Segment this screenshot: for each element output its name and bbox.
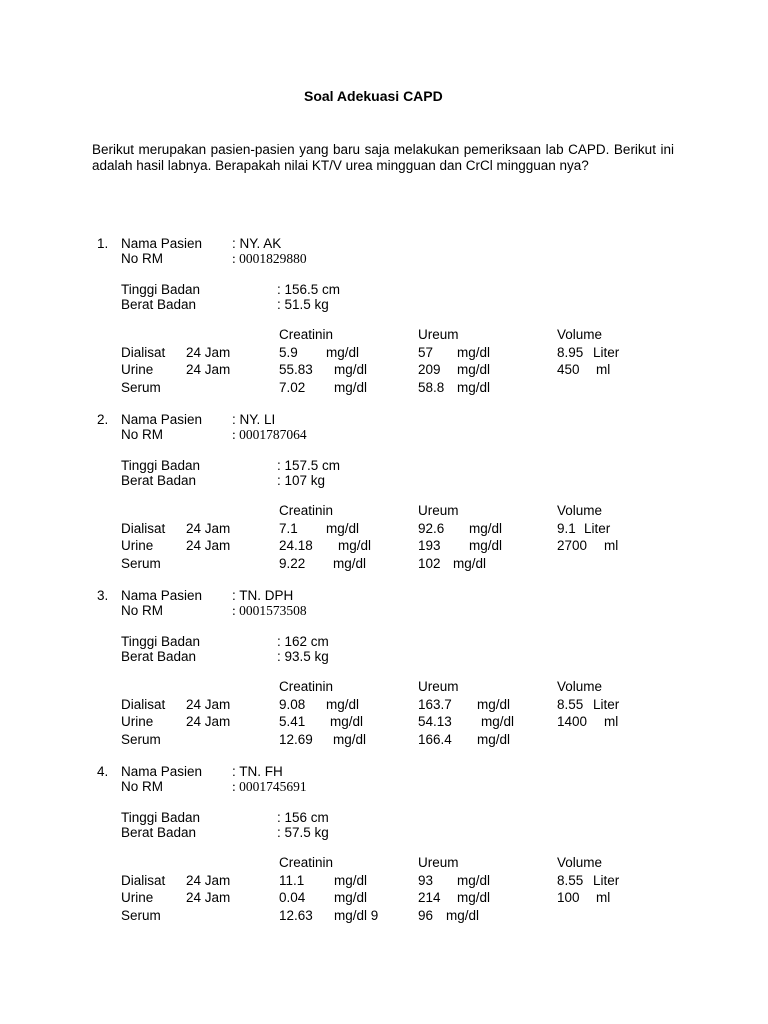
- dialisat-volume: 9.1: [557, 521, 576, 536]
- header-ureum: Ureum: [418, 327, 459, 342]
- urine-volume: 1400: [557, 714, 588, 729]
- row-duration: 24 Jam: [186, 890, 231, 905]
- row-duration: 24 Jam: [186, 521, 231, 536]
- serum-ureum: 102: [418, 556, 441, 571]
- unit-mgdl: mg/dl: [481, 714, 515, 729]
- header-ureum: Ureum: [418, 679, 459, 694]
- unit-mgdl: mg/dl: [477, 697, 511, 712]
- urine-ureum: 193: [418, 538, 441, 553]
- header-volume: Volume: [557, 855, 603, 870]
- header-creatinin: Creatinin: [279, 503, 334, 518]
- header-creatinin: Creatinin: [279, 855, 334, 870]
- patient-number: 3.: [97, 588, 109, 603]
- unit-mgdl: mg/dl: [326, 521, 360, 536]
- label-nama-pasien: Nama Pasien: [121, 236, 203, 251]
- dialisat-ureum: 93: [418, 873, 434, 888]
- row-duration: 24 Jam: [186, 345, 231, 360]
- dialisat-volume-unit: Liter: [593, 697, 620, 712]
- row-label-serum: Serum: [121, 380, 161, 395]
- unit-mgdl: mg/dl: [334, 890, 368, 905]
- patient-weight: : 51.5 kg: [277, 297, 329, 312]
- label-tinggi-badan: Tinggi Badan: [121, 282, 201, 297]
- label-berat-badan: Berat Badan: [121, 649, 197, 664]
- urine-volume: 2700: [557, 538, 588, 553]
- row-label-serum: Serum: [121, 908, 161, 923]
- label-berat-badan: Berat Badan: [121, 297, 197, 312]
- row-label-urine: Urine: [121, 538, 154, 553]
- dialisat-volume: 8.95: [557, 345, 584, 360]
- row-duration: 24 Jam: [186, 362, 231, 377]
- label-no-rm: No RM: [121, 603, 164, 618]
- patient-weight: : 93.5 kg: [277, 649, 329, 664]
- urine-volume-unit: ml: [604, 714, 619, 729]
- row-label-urine: Urine: [121, 714, 154, 729]
- dialisat-creatinin: 9.08: [279, 697, 306, 712]
- label-nama-pasien: Nama Pasien: [121, 412, 203, 427]
- patient-name: : TN. DPH: [232, 588, 294, 603]
- serum-creatinin: 12.63: [279, 908, 313, 923]
- label-tinggi-badan: Tinggi Badan: [121, 458, 201, 473]
- dialisat-creatinin: 11.1: [279, 873, 305, 888]
- document-title: Soal Adekuasi CAPD: [304, 88, 443, 104]
- header-ureum: Ureum: [418, 503, 459, 518]
- unit-mgdl: mg/dl: [326, 697, 360, 712]
- unit-mgdl: mg/dl: [338, 538, 372, 553]
- serum-creatinin-unit: mg/dl: [333, 556, 367, 571]
- header-ureum: Ureum: [418, 855, 459, 870]
- unit-mgdl: mg/dl: [469, 538, 503, 553]
- patient-rm: : 0001829880: [232, 251, 307, 266]
- urine-creatinin: 5.41: [279, 714, 306, 729]
- patient-rm: : 0001787064: [232, 427, 307, 442]
- urine-volume-unit: ml: [604, 538, 619, 553]
- serum-creatinin-unit: mg/dl 9: [334, 908, 379, 923]
- unit-mgdl: mg/dl: [330, 714, 364, 729]
- urine-creatinin: 55.83: [279, 362, 313, 377]
- dialisat-volume-unit: Liter: [593, 873, 620, 888]
- label-berat-badan: Berat Badan: [121, 825, 197, 840]
- dialisat-volume: 8.55: [557, 873, 584, 888]
- row-duration: 24 Jam: [186, 873, 231, 888]
- patient-height: : 156 cm: [277, 810, 329, 825]
- row-duration: 24 Jam: [186, 714, 231, 729]
- urine-creatinin: 0.04: [279, 890, 306, 905]
- row-duration: 24 Jam: [186, 697, 231, 712]
- serum-creatinin-unit: mg/dl: [333, 732, 367, 747]
- serum-ureum: 58.8: [418, 380, 445, 395]
- row-label-dialisat: Dialisat: [121, 873, 166, 888]
- dialisat-ureum: 163.7: [418, 697, 452, 712]
- dialisat-volume: 8.55: [557, 697, 584, 712]
- dialisat-creatinin: 7.1: [279, 521, 298, 536]
- unit-mgdl: mg/dl: [477, 732, 511, 747]
- unit-mgdl: mg/dl: [326, 345, 360, 360]
- row-label-urine: Urine: [121, 890, 154, 905]
- patient-rm: : 0001745691: [232, 779, 307, 794]
- dialisat-ureum: 92.6: [418, 521, 445, 536]
- row-label-serum: Serum: [121, 732, 161, 747]
- header-creatinin: Creatinin: [279, 679, 334, 694]
- dialisat-volume-unit: Liter: [593, 345, 620, 360]
- intro-paragraph: Berikut merupakan pasien-pasien yang baru saja melakukan pemeriksaan lab CAPD. Berikut ini adalah hasil labnya. Berapakah nilai KT/V urea mingguan dan CrCl mingguan nya?: [92, 142, 674, 173]
- urine-ureum: 214: [418, 890, 441, 905]
- patient-rm: : 0001573508: [232, 603, 307, 618]
- header-volume: Volume: [557, 503, 603, 518]
- label-no-rm: No RM: [121, 779, 164, 794]
- patient-weight: : 107 kg: [277, 473, 326, 488]
- label-no-rm: No RM: [121, 251, 164, 266]
- unit-mgdl: mg/dl: [334, 873, 368, 888]
- serum-creatinin: 7.02: [279, 380, 306, 395]
- unit-mgdl: mg/dl: [469, 521, 503, 536]
- row-label-dialisat: Dialisat: [121, 521, 166, 536]
- unit-mgdl: mg/dl: [446, 908, 480, 923]
- patient-height: : 157.5 cm: [277, 458, 341, 473]
- serum-creatinin: 12.69: [279, 732, 313, 747]
- unit-mgdl: mg/dl: [457, 380, 491, 395]
- serum-ureum: 96: [418, 908, 434, 923]
- patient-name: : NY. LI: [232, 412, 276, 427]
- patient-name: : TN. FH: [232, 764, 283, 779]
- urine-volume-unit: ml: [596, 890, 611, 905]
- serum-creatinin: 9.22: [279, 556, 306, 571]
- row-label-serum: Serum: [121, 556, 161, 571]
- header-volume: Volume: [557, 679, 603, 694]
- label-berat-badan: Berat Badan: [121, 473, 197, 488]
- label-tinggi-badan: Tinggi Badan: [121, 810, 201, 825]
- dialisat-volume-unit: Liter: [584, 521, 611, 536]
- row-label-dialisat: Dialisat: [121, 345, 166, 360]
- urine-ureum: 209: [418, 362, 441, 377]
- unit-mgdl: mg/dl: [334, 362, 368, 377]
- label-nama-pasien: Nama Pasien: [121, 588, 203, 603]
- unit-mgdl: mg/dl: [457, 890, 491, 905]
- serum-ureum: 166.4: [418, 732, 452, 747]
- dialisat-ureum: 57: [418, 345, 434, 360]
- unit-mgdl: mg/dl: [457, 362, 491, 377]
- patient-height: : 162 cm: [277, 634, 329, 649]
- urine-volume: 100: [557, 890, 580, 905]
- row-duration: 24 Jam: [186, 538, 231, 553]
- label-nama-pasien: Nama Pasien: [121, 764, 203, 779]
- label-no-rm: No RM: [121, 427, 164, 442]
- patient-name: : NY. AK: [232, 236, 282, 251]
- patient-number: 2.: [97, 412, 109, 427]
- urine-volume: 450: [557, 362, 580, 377]
- serum-creatinin-unit: mg/dl: [334, 380, 368, 395]
- urine-volume-unit: ml: [596, 362, 611, 377]
- urine-creatinin: 24.18: [279, 538, 313, 553]
- row-label-urine: Urine: [121, 362, 154, 377]
- row-label-dialisat: Dialisat: [121, 697, 166, 712]
- unit-mgdl: mg/dl: [457, 345, 491, 360]
- header-volume: Volume: [557, 327, 603, 342]
- unit-mgdl: mg/dl: [453, 556, 487, 571]
- urine-ureum: 54.13: [418, 714, 452, 729]
- unit-mgdl: mg/dl: [457, 873, 491, 888]
- header-creatinin: Creatinin: [279, 327, 334, 342]
- patient-height: : 156.5 cm: [277, 282, 341, 297]
- label-tinggi-badan: Tinggi Badan: [121, 634, 201, 649]
- patient-weight: : 57.5 kg: [277, 825, 329, 840]
- patient-number: 4.: [97, 764, 109, 779]
- patient-number: 1.: [97, 236, 109, 251]
- dialisat-creatinin: 5.9: [279, 345, 298, 360]
